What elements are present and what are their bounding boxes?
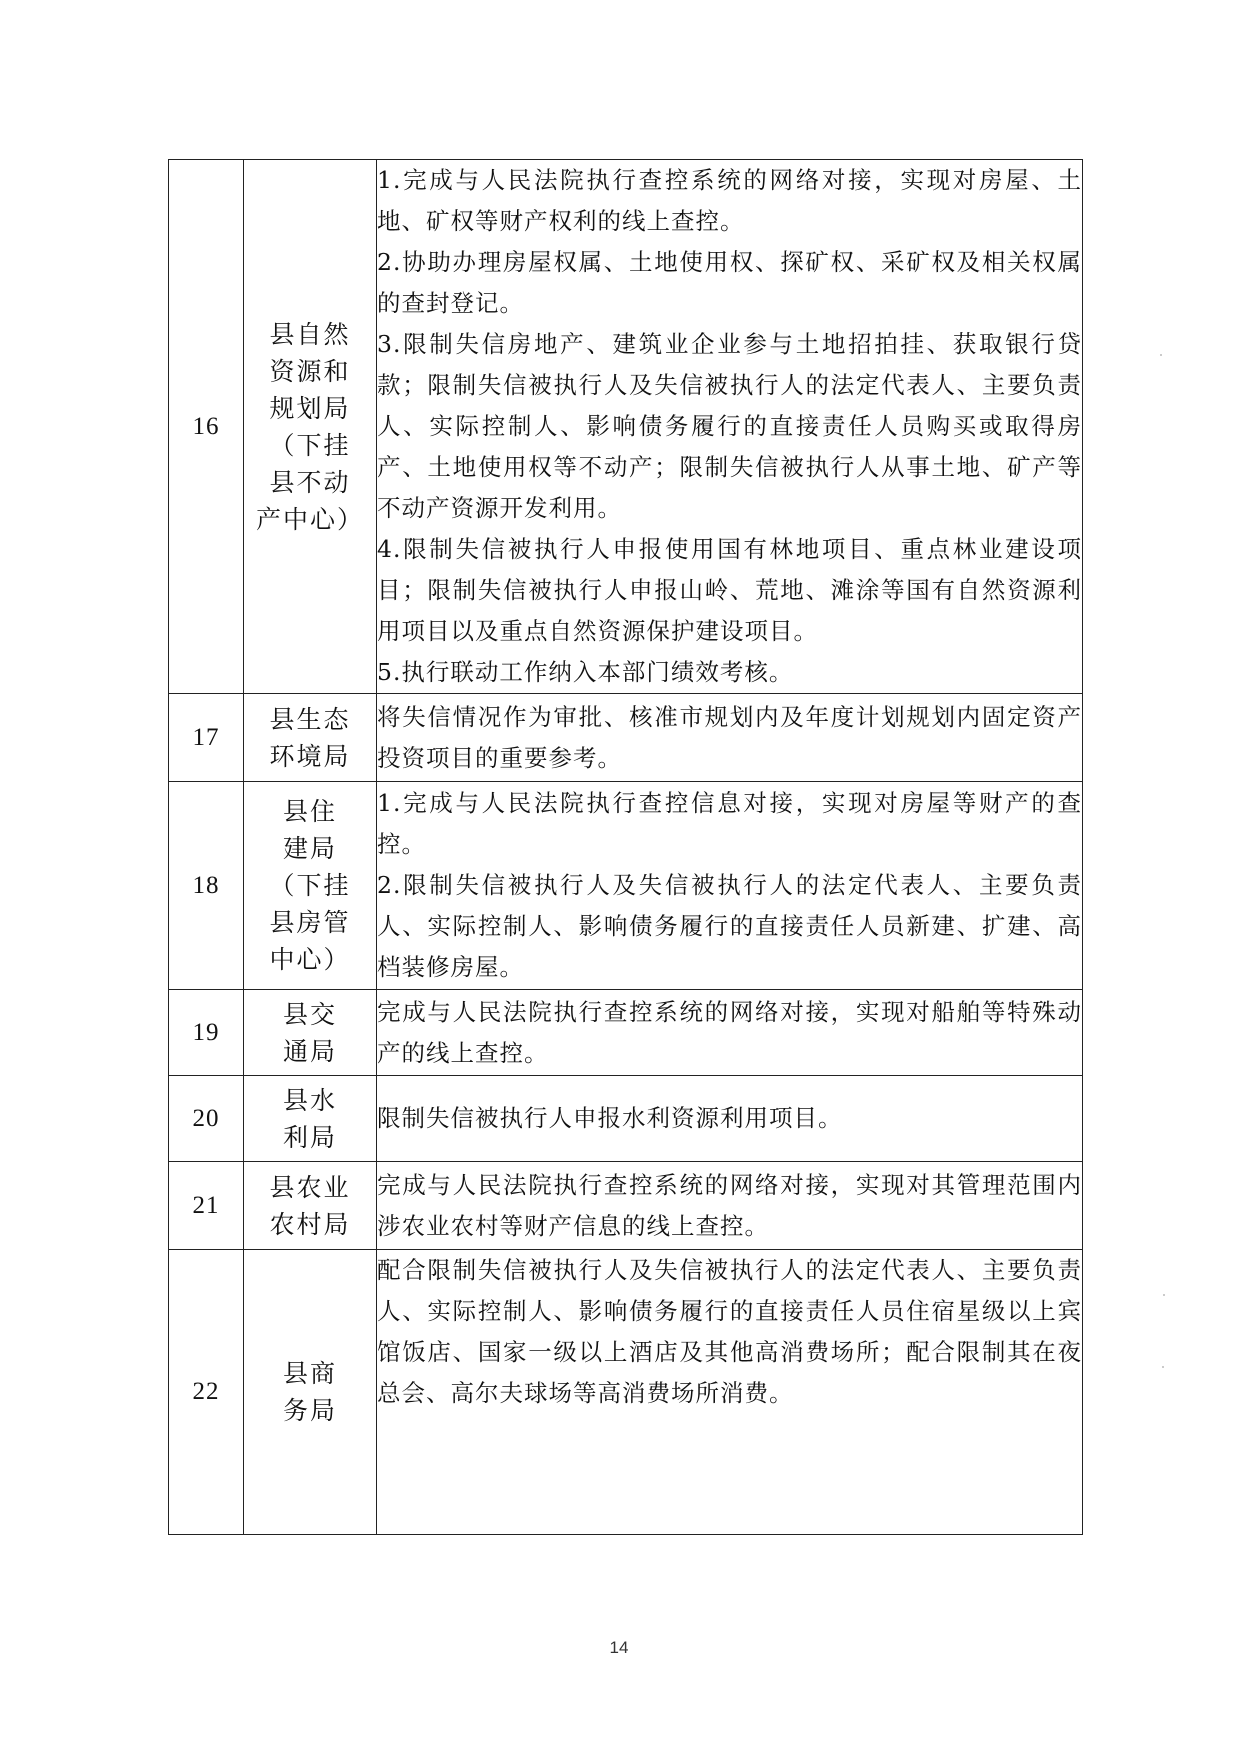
duty-cell [377,1250,1083,1535]
department-line: 县自然 [269,319,351,349]
duty-item: 将失信情况作为审批、核准市规划内及年度计划规划内固定资产投资项目的重要参考。 [377,702,1082,772]
row-number: 20 [169,1076,244,1162]
table-row [169,990,1083,1076]
department-line: 县商 [282,1359,337,1388]
scan-speck [1163,1294,1165,1296]
row-number: 16 [169,160,244,694]
department-line: 通局 [282,1036,337,1066]
department-line: 县交 [282,999,337,1029]
department-line: 环境局 [269,741,351,771]
duty-cell [377,694,1083,782]
duty-cell [377,782,1083,990]
department-line: 规划局 [269,393,351,423]
table-row [169,1162,1083,1250]
department-cell [244,782,377,990]
department-cell [244,1162,377,1250]
department-cell [244,1076,377,1162]
table-row [169,160,1083,694]
duty-item: 2.限制失信被执行人及失信被执行人的法定代表人、主要负责人、实际控制人、影响债务履行的直接责任人员新建、扩建、高档装修房屋。 [377,871,1082,981]
duty-table [168,159,1083,1535]
duty-item: 限制失信被执行人申报水利资源利用项目。 [377,1104,843,1132]
duty-item: 配合限制失信被执行人及失信被执行人的法定代表人、主要负责人、实际控制人、影响债务履行的直接责任人员住宿星级以上宾馆饭店、国家一级以上酒店及其他高消费场所；配合限制其在夜总会、高尔夫球场等高消费场所消费。 [377,1256,1082,1407]
department-line: 中心） [269,945,351,974]
department-line: 县生态 [269,704,351,734]
duty-item: 1.完成与人民法院执行查控信息对接，实现对房屋等财产的查控。 [377,789,1082,858]
row-number: 21 [169,1162,244,1250]
department-line: 县不动 [269,467,351,497]
duty-cell [377,160,1083,694]
department-line: 产中心） [255,504,364,534]
duty-item: 3.限制失信房地产、建筑业企业参与土地招拍挂、获取银行贷款；限制失信被执行人及失信被执行人的法定代表人、主要负责人、实际控制人、影响债务履行的直接责任人员购买或取得房产、土地使用权等不动产；限制失信被执行人从事土地、矿产等不动产资源开发利用。 [377,330,1082,522]
page-number: 14 [609,1638,629,1657]
duty-item: 4.限制失信被执行人申报使用国有林地项目、重点林业建设项目；限制失信被执行人申报山岭、荒地、滩涂等国有自然资源利用项目以及重点自然资源保护建设项目。 [377,535,1082,645]
duty-item: 完成与人民法院执行查控系统的网络对接，实现对其管理范围内涉农业农村等财产信息的线上查控。 [377,1170,1082,1240]
department-line: 县水 [282,1085,337,1115]
department-cell [244,990,377,1076]
duty-item: 完成与人民法院执行查控系统的网络对接，实现对船舶等特殊动产的线上查控。 [377,997,1082,1067]
row-number: 22 [169,1250,244,1535]
department-cell [244,160,377,694]
department-line: 利局 [282,1122,337,1152]
scan-speck [1160,354,1162,356]
duty-item: 1.完成与人民法院执行查控系统的网络对接，实现对房屋、土地、矿权等财产权利的线上查控。 [377,166,1082,235]
scan-speck [1162,1366,1164,1368]
table-row [169,1076,1083,1162]
department-line: 县房管 [269,908,351,937]
department-line: 资源和 [269,356,351,386]
table-row [169,1250,1083,1535]
department-cell [244,694,377,782]
department-line: 县住 [282,797,337,826]
row-number: 18 [169,782,244,990]
table-row [169,782,1083,990]
department-cell [244,1250,377,1535]
row-number: 17 [169,694,244,782]
department-line: （下挂 [269,430,351,460]
department-line: 建局 [282,834,337,863]
duty-item: 2.协助办理房屋权属、土地使用权、探矿权、采矿权及相关权属的查封登记。 [377,248,1082,317]
department-line: （下挂 [269,871,351,900]
duty-cell [377,1162,1083,1250]
department-line: 务局 [282,1396,337,1425]
row-number: 19 [169,990,244,1076]
duty-item: 5.执行联动工作纳入本部门绩效考核。 [377,658,794,686]
table-row [169,694,1083,782]
department-line: 农村局 [269,1209,351,1239]
duty-cell [377,990,1083,1076]
table-body [169,160,1083,1535]
department-line: 县农业 [269,1172,351,1202]
duty-cell [377,1076,1083,1162]
